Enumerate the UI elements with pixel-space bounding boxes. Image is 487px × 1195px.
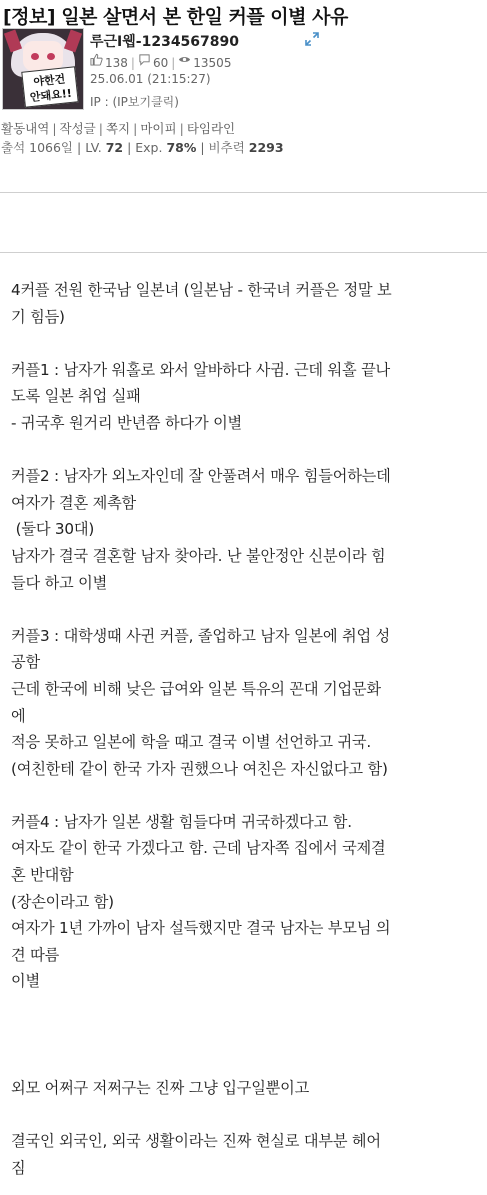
link-timeline[interactable]: 타임라인: [186, 121, 236, 136]
comment-icon: [138, 53, 151, 66]
link-posts[interactable]: 작성글: [59, 121, 96, 136]
body-line: (장손이라고 함): [11, 892, 114, 911]
blank-line: [11, 782, 481, 809]
avatar-sign: [21, 66, 78, 107]
avatar-eye-right: [47, 53, 55, 60]
body-line: 적응 못하고 일본에 학을 때고 결국 이별 선언하고 귀국.: [11, 733, 372, 752]
avatar-face: [23, 41, 63, 71]
body-line: 결국인 외국인, 외국 생활이라는 진짜 현실로 대부분 헤어: [11, 1132, 381, 1150]
body-line: 여자가 결혼 제촉함: [11, 493, 137, 512]
body-line: 견 따름: [11, 945, 60, 964]
body-line: 들다 하고 이별: [11, 573, 108, 592]
avatar-bow-right: [64, 30, 82, 53]
body-line: 커플1 : 남자가 워홀로 와서 알바하다 사귐. 근데 워홀 끝나: [11, 360, 391, 379]
body-line: 여자가 1년 가까이 남자 설득했지만 결국 남자는 부모님 의: [11, 919, 391, 938]
blank-line: [11, 330, 481, 357]
divider: [0, 192, 487, 193]
views-count: 13505: [193, 55, 232, 70]
level-value: 72: [105, 140, 124, 155]
eye-icon: [178, 53, 191, 66]
blank-line: [11, 1101, 481, 1128]
exp-label: | Exp.: [127, 140, 163, 155]
body-line: 에: [11, 706, 26, 725]
avatar-sign-line-1: 야한건: [32, 72, 66, 89]
likes-count: 138: [105, 55, 128, 70]
blank-line: [11, 995, 481, 1022]
exp-value: 78%: [166, 140, 197, 155]
body-line: 커플3 : 대학생때 사귄 커플, 졸업하고 남자 일본에 취업 성: [11, 626, 391, 645]
body-line: 여자도 같이 한국 가겠다고 함. 근데 남자쪽 집에서 국제결: [11, 839, 386, 858]
level-label: LV.: [85, 140, 102, 155]
thumbs-up-icon: [90, 53, 103, 66]
body-line: (여친한테 같이 한국 가자 권했으나 여친은 자신없다고 함): [11, 759, 388, 778]
power-label: | 비추력: [200, 140, 245, 155]
body-line: 근데 한국에 비해 낮은 급여와 일본 특유의 꼰대 기업문화: [11, 679, 381, 698]
body-line: 공함: [11, 653, 40, 672]
body-line: 도록 일본 취업 실패: [11, 387, 141, 406]
body-line: 남자가 결국 결혼할 남자 찾아라. 난 불안정안 신분이라 힘: [11, 546, 386, 565]
body-line: - 귀국후 원거리 반년쯤 하다가 이별: [11, 413, 243, 432]
ip-link[interactable]: IP : (IP보기클릭): [90, 95, 179, 109]
post-title: [정보] 일본 살면서 본 한일 커플 이별 사유: [3, 6, 348, 28]
post-stats: [90, 53, 231, 70]
body-line: 4커플 전원 한국남 일본녀 (일본남 - 한국녀 커플은 정말 보: [11, 281, 392, 299]
link-separator: |: [133, 121, 138, 136]
body-line: (둘다 30대): [11, 520, 95, 539]
expand-icon[interactable]: [305, 32, 319, 46]
link-separator: |: [52, 121, 57, 136]
body-line: 외모 어쩌구 저쩌구는 진짜 그냥 입구일뿐이고: [11, 1078, 310, 1097]
body-line: 커플4 : 남자가 일본 생활 힘들다며 귀국하겠다고 함.: [11, 812, 352, 831]
link-message[interactable]: 쪽지: [105, 121, 131, 136]
divider: [0, 252, 487, 253]
avatar-sign-line-2: 안돼요!!: [29, 86, 73, 105]
body-line: 짐: [11, 1158, 26, 1177]
blank-line: [11, 596, 481, 623]
link-separator: |: [98, 121, 103, 136]
comments-count: 60: [152, 55, 169, 70]
power-value: 2293: [248, 140, 284, 155]
body-line: 기 힘듬): [11, 307, 65, 326]
link-activity[interactable]: 활동내역: [1, 121, 50, 136]
link-separator: |: [179, 121, 184, 136]
stats-separator: |: [171, 55, 176, 70]
profile-links: [1, 119, 235, 137]
post-date: 25.06.01 (21:15:27): [90, 72, 211, 86]
body-line: 이별: [11, 972, 40, 991]
avatar-bow-left: [4, 30, 22, 53]
author-nickname[interactable]: 루근I웹-1234567890: [90, 34, 240, 50]
body-line: 혼 반대함: [11, 866, 74, 885]
link-mypi[interactable]: 마이피: [140, 121, 177, 136]
post-body: [11, 277, 481, 1181]
avatar-eye-left: [31, 53, 39, 60]
blank-line: [11, 437, 481, 464]
attendance-label: 출석 1066일 |: [1, 140, 82, 155]
blank-line: [11, 1022, 481, 1049]
avatar[interactable]: [2, 28, 84, 110]
body-line: 커플2 : 남자가 외노자인데 잘 안풀려서 매우 힘들어하는데: [11, 467, 391, 486]
blank-line: [11, 1048, 481, 1075]
stats-separator: |: [130, 55, 135, 70]
user-levels: [1, 138, 284, 156]
